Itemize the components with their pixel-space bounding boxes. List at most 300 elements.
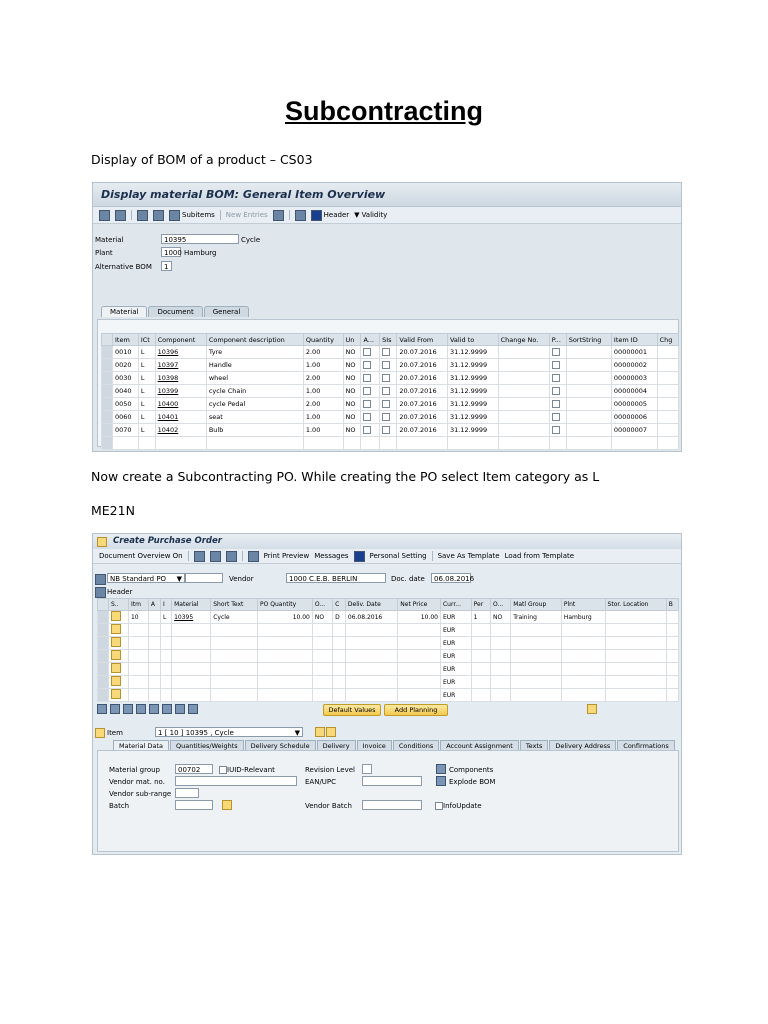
- cell-curr[interactable]: [440, 676, 471, 689]
- cell-empty[interactable]: [398, 676, 441, 689]
- cell-empty[interactable]: [490, 676, 510, 689]
- cell-empty[interactable]: [398, 689, 441, 702]
- check-icon[interactable]: [248, 551, 259, 562]
- cell-empty[interactable]: [561, 650, 605, 663]
- cell-empty[interactable]: [312, 689, 332, 702]
- cell-empty[interactable]: [666, 650, 678, 663]
- checkbox-cell[interactable]: [361, 411, 380, 424]
- tab-invoice[interactable]: Invoice: [357, 740, 392, 751]
- cell-empty[interactable]: [657, 359, 678, 372]
- cell-material[interactable]: [172, 611, 211, 624]
- checkbox[interactable]: [382, 348, 390, 356]
- checkbox-cell[interactable]: [361, 398, 380, 411]
- checkbox[interactable]: [363, 374, 371, 382]
- cell-empty[interactable]: [398, 637, 441, 650]
- cell-curr[interactable]: [440, 624, 471, 637]
- explode-bom-icon[interactable]: [436, 776, 446, 786]
- save-template-button[interactable]: Save As Template: [437, 552, 500, 560]
- cell-short[interactable]: [211, 611, 258, 624]
- cell-from[interactable]: [397, 372, 448, 385]
- cell-un[interactable]: [343, 346, 361, 359]
- cell-qty[interactable]: [303, 398, 343, 411]
- column-header[interactable]: B: [666, 599, 678, 611]
- cell-empty[interactable]: [511, 663, 562, 676]
- cell-empty[interactable]: [657, 385, 678, 398]
- cell-to[interactable]: [447, 385, 498, 398]
- cell-id[interactable]: [611, 385, 657, 398]
- column-header[interactable]: PO Quantity: [258, 599, 313, 611]
- cell-desc[interactable]: [206, 372, 303, 385]
- cell-empty[interactable]: [172, 689, 211, 702]
- table-row[interactable]: [102, 424, 679, 437]
- infoupdate-checkbox[interactable]: [435, 802, 443, 810]
- checkbox[interactable]: [552, 400, 560, 408]
- cell-empty[interactable]: [380, 437, 397, 450]
- cell-empty[interactable]: [148, 611, 160, 624]
- row-selector[interactable]: [98, 637, 109, 650]
- column-header[interactable]: Chg: [657, 334, 678, 346]
- cell-qty[interactable]: [303, 385, 343, 398]
- table-row[interactable]: [102, 359, 679, 372]
- table-row[interactable]: [102, 372, 679, 385]
- cell-empty[interactable]: [398, 663, 441, 676]
- vendor-field[interactable]: 1000 C.E.B. BERLIN: [286, 573, 386, 583]
- table-row[interactable]: [98, 650, 679, 663]
- cell-comp[interactable]: [155, 424, 206, 437]
- material-field[interactable]: 10395: [161, 234, 239, 244]
- checkbox-cell[interactable]: [361, 372, 380, 385]
- checkbox-cell[interactable]: [380, 372, 397, 385]
- alternative-bom-field[interactable]: 1: [161, 261, 172, 271]
- cell-plnt[interactable]: [561, 611, 605, 624]
- cell-empty[interactable]: [211, 689, 258, 702]
- status-cell[interactable]: [109, 637, 129, 650]
- table-row[interactable]: [102, 411, 679, 424]
- cell-empty[interactable]: [148, 637, 160, 650]
- cell-comp[interactable]: [155, 372, 206, 385]
- plant-field[interactable]: 1000: [161, 247, 181, 257]
- cell-empty[interactable]: [211, 663, 258, 676]
- tab-texts[interactable]: Texts: [520, 740, 549, 751]
- cell-empty[interactable]: [312, 650, 332, 663]
- cell-empty[interactable]: [148, 689, 160, 702]
- cell-from[interactable]: [397, 424, 448, 437]
- cell-desc[interactable]: [206, 411, 303, 424]
- cell-empty[interactable]: [490, 689, 510, 702]
- cell-from[interactable]: [397, 346, 448, 359]
- filter-icon[interactable]: [149, 704, 159, 714]
- column-header[interactable]: ICt: [138, 334, 155, 346]
- cell-comp[interactable]: [155, 398, 206, 411]
- cell-ict[interactable]: [138, 346, 155, 359]
- cell-from[interactable]: [397, 411, 448, 424]
- cell-item[interactable]: [113, 346, 139, 359]
- cell-empty[interactable]: [666, 611, 678, 624]
- sum-icon[interactable]: [175, 704, 185, 714]
- cell-curr[interactable]: [440, 650, 471, 663]
- cell-empty[interactable]: [333, 676, 346, 689]
- cell-empty[interactable]: [657, 424, 678, 437]
- cell-curr[interactable]: [440, 689, 471, 702]
- row-selector[interactable]: [98, 650, 109, 663]
- cell-empty[interactable]: [566, 372, 611, 385]
- table-row[interactable]: [102, 346, 679, 359]
- status-cell[interactable]: [109, 676, 129, 689]
- tab-quantities-weights[interactable]: Quantities/Weights: [170, 740, 244, 751]
- column-header[interactable]: A...: [361, 334, 380, 346]
- cell-empty[interactable]: [258, 637, 313, 650]
- cell-empty[interactable]: [490, 624, 510, 637]
- info-icon[interactable]: [354, 551, 365, 562]
- cell-empty[interactable]: [605, 676, 666, 689]
- checkbox-cell[interactable]: [549, 398, 566, 411]
- tab-conditions[interactable]: Conditions: [393, 740, 439, 751]
- table-row[interactable]: [98, 637, 679, 650]
- cell-empty[interactable]: [511, 650, 562, 663]
- cell-empty[interactable]: [113, 437, 139, 450]
- batch-field[interactable]: [175, 800, 213, 810]
- row-selector[interactable]: [102, 346, 113, 359]
- cell-empty[interactable]: [345, 650, 397, 663]
- cell-un[interactable]: [343, 411, 361, 424]
- other-po-icon[interactable]: [210, 551, 221, 562]
- checkbox-cell[interactable]: [549, 372, 566, 385]
- cell-empty[interactable]: [148, 663, 160, 676]
- cell-empty[interactable]: [566, 385, 611, 398]
- cell-empty[interactable]: [498, 359, 549, 372]
- print-preview-button[interactable]: Print Preview: [263, 552, 310, 560]
- cell-empty[interactable]: [161, 637, 172, 650]
- cell-empty[interactable]: [511, 637, 562, 650]
- delete-icon[interactable]: [273, 210, 284, 221]
- components-icon[interactable]: [436, 764, 446, 774]
- cell-empty[interactable]: [549, 437, 566, 450]
- cell-to[interactable]: [447, 372, 498, 385]
- batch-detail-icon[interactable]: [222, 800, 232, 810]
- cell-empty[interactable]: [498, 437, 549, 450]
- cell-empty[interactable]: [498, 398, 549, 411]
- cell-empty[interactable]: [333, 689, 346, 702]
- ean-upc-field[interactable]: [362, 776, 422, 786]
- cell-qty[interactable]: [258, 611, 313, 624]
- checkbox[interactable]: [552, 374, 560, 382]
- cell-empty[interactable]: [397, 437, 448, 450]
- cell-qty[interactable]: [303, 424, 343, 437]
- checkbox-cell[interactable]: [361, 346, 380, 359]
- cell-empty[interactable]: [666, 637, 678, 650]
- cell-empty[interactable]: [471, 676, 490, 689]
- column-header[interactable]: C: [333, 599, 346, 611]
- cell-empty[interactable]: [471, 663, 490, 676]
- checkbox-cell[interactable]: [549, 411, 566, 424]
- cell-id[interactable]: [611, 398, 657, 411]
- cell-empty[interactable]: [258, 650, 313, 663]
- row-selector[interactable]: [98, 676, 109, 689]
- expand-header-icon[interactable]: [95, 587, 106, 598]
- checkbox[interactable]: [382, 387, 390, 395]
- cell-empty[interactable]: [312, 676, 332, 689]
- find-icon[interactable]: [137, 210, 148, 221]
- cell-empty[interactable]: [605, 637, 666, 650]
- cell-empty[interactable]: [312, 624, 332, 637]
- column-header[interactable]: Matl Group: [511, 599, 562, 611]
- cell-empty[interactable]: [211, 676, 258, 689]
- cell-text[interactable]: 10402: [157, 426, 179, 434]
- cell-empty[interactable]: [333, 663, 346, 676]
- cell-empty[interactable]: [471, 689, 490, 702]
- cell-empty[interactable]: [561, 689, 605, 702]
- cell-desc[interactable]: [206, 424, 303, 437]
- cell-empty[interactable]: [148, 650, 160, 663]
- cell-empty[interactable]: [498, 372, 549, 385]
- checkbox-cell[interactable]: [380, 411, 397, 424]
- checkbox-cell[interactable]: [549, 346, 566, 359]
- cell-empty[interactable]: [102, 437, 113, 450]
- cell-empty[interactable]: [666, 676, 678, 689]
- cell-empty[interactable]: [138, 437, 155, 450]
- row-selector[interactable]: [98, 611, 109, 624]
- cell-empty[interactable]: [566, 411, 611, 424]
- cell-empty[interactable]: [211, 624, 258, 637]
- column-header[interactable]: SIs: [380, 334, 397, 346]
- default-values-button[interactable]: Default Values: [323, 704, 381, 716]
- checkbox-cell[interactable]: [380, 346, 397, 359]
- cell-empty[interactable]: [605, 650, 666, 663]
- cell-empty[interactable]: [128, 650, 148, 663]
- cell-empty[interactable]: [345, 637, 397, 650]
- status-cell[interactable]: [109, 650, 129, 663]
- copy-icon[interactable]: [123, 704, 133, 714]
- cell-to[interactable]: [447, 398, 498, 411]
- column-header[interactable]: S..: [109, 599, 129, 611]
- column-header[interactable]: Item: [113, 334, 139, 346]
- cell-desc[interactable]: [206, 385, 303, 398]
- cell-empty[interactable]: [206, 437, 303, 450]
- po-type-select[interactable]: [107, 573, 185, 583]
- vendor-subrange-field[interactable]: [175, 788, 199, 798]
- column-header[interactable]: Quantity: [303, 334, 343, 346]
- cell-i[interactable]: [161, 611, 172, 624]
- column-header[interactable]: Change No.: [498, 334, 549, 346]
- cell-empty[interactable]: [511, 676, 562, 689]
- cell-text[interactable]: 10396: [157, 348, 179, 356]
- checkbox[interactable]: [552, 426, 560, 434]
- cell-empty[interactable]: [605, 689, 666, 702]
- cell-empty[interactable]: [303, 437, 343, 450]
- column-header[interactable]: Valid to: [447, 334, 498, 346]
- cell-itm[interactable]: [128, 611, 148, 624]
- cell-un[interactable]: [343, 359, 361, 372]
- cell-empty[interactable]: [172, 624, 211, 637]
- cell-text[interactable]: 10398: [157, 374, 179, 382]
- tab-delivery-address[interactable]: Delivery Address: [549, 740, 616, 751]
- collapse-items-icon[interactable]: [587, 704, 597, 714]
- cell-empty[interactable]: [566, 398, 611, 411]
- cell-empty[interactable]: [666, 689, 678, 702]
- cell-ict[interactable]: [138, 424, 155, 437]
- column-header[interactable]: Item ID: [611, 334, 657, 346]
- settings-icon[interactable]: [295, 210, 306, 221]
- checkbox[interactable]: [552, 348, 560, 356]
- iuid-checkbox[interactable]: [219, 766, 227, 774]
- cell-empty[interactable]: [566, 346, 611, 359]
- cell-qty[interactable]: [303, 346, 343, 359]
- cell-item[interactable]: [113, 372, 139, 385]
- cell-matl[interactable]: [511, 611, 562, 624]
- material-group-field[interactable]: 00702: [175, 764, 213, 774]
- row-selector[interactable]: [102, 411, 113, 424]
- column-header[interactable]: Material: [172, 599, 211, 611]
- row-selector[interactable]: [98, 689, 109, 702]
- row-selector[interactable]: [98, 663, 109, 676]
- cell-empty[interactable]: [561, 624, 605, 637]
- cell-ict[interactable]: [138, 359, 155, 372]
- checkbox[interactable]: [382, 400, 390, 408]
- cell-empty[interactable]: [258, 689, 313, 702]
- cell-empty[interactable]: [161, 624, 172, 637]
- cell-comp[interactable]: [155, 359, 206, 372]
- cell-empty[interactable]: [657, 437, 678, 450]
- item-select[interactable]: [155, 727, 303, 737]
- cell-to[interactable]: [447, 346, 498, 359]
- new-entries-button[interactable]: New Entries: [225, 211, 268, 219]
- table-row[interactable]: [98, 611, 679, 624]
- cell-empty[interactable]: [398, 624, 441, 637]
- messages-button[interactable]: Messages: [314, 552, 349, 560]
- column-header[interactable]: Deliv. Date: [345, 599, 397, 611]
- vendor-mat-field[interactable]: [175, 776, 297, 786]
- cell-price[interactable]: [398, 611, 441, 624]
- row-selector-header[interactable]: [102, 334, 113, 346]
- cell-un[interactable]: [343, 372, 361, 385]
- next-item-button[interactable]: [326, 727, 336, 737]
- cell-desc[interactable]: [206, 398, 303, 411]
- checkbox[interactable]: [382, 361, 390, 369]
- cell-empty[interactable]: [172, 650, 211, 663]
- row-selector[interactable]: [102, 372, 113, 385]
- cell-empty[interactable]: [611, 437, 657, 450]
- cell-empty[interactable]: [657, 398, 678, 411]
- cell-id[interactable]: [611, 372, 657, 385]
- status-cell[interactable]: [109, 611, 129, 624]
- cell-empty[interactable]: [498, 346, 549, 359]
- save-icon[interactable]: [99, 210, 110, 221]
- validity-button[interactable]: [354, 211, 387, 219]
- cell-empty[interactable]: [605, 663, 666, 676]
- tab-delivery[interactable]: Delivery: [317, 740, 356, 751]
- tab-account-assignment[interactable]: Account Assignment: [440, 740, 519, 751]
- print-icon[interactable]: [115, 210, 126, 221]
- cell-date[interactable]: [345, 611, 397, 624]
- cell-empty[interactable]: [561, 676, 605, 689]
- cell-empty[interactable]: [471, 637, 490, 650]
- cell-from[interactable]: [397, 385, 448, 398]
- cell-to[interactable]: [447, 411, 498, 424]
- column-header[interactable]: Itm: [128, 599, 148, 611]
- tab-general[interactable]: General: [204, 306, 250, 317]
- cell-empty[interactable]: [128, 624, 148, 637]
- column-header[interactable]: Plnt: [561, 599, 605, 611]
- sort-icon[interactable]: [162, 704, 172, 714]
- cell-empty[interactable]: [490, 663, 510, 676]
- cell-from[interactable]: [397, 398, 448, 411]
- column-header[interactable]: Valid From: [397, 334, 448, 346]
- status-cell[interactable]: [109, 663, 129, 676]
- column-header[interactable]: Short Text: [211, 599, 258, 611]
- checkbox-cell[interactable]: [549, 359, 566, 372]
- cell-ict[interactable]: [138, 398, 155, 411]
- checkbox[interactable]: [552, 387, 560, 395]
- cell-empty[interactable]: [666, 663, 678, 676]
- checkbox[interactable]: [552, 413, 560, 421]
- cell-empty[interactable]: [561, 663, 605, 676]
- tab-delivery-schedule[interactable]: Delivery Schedule: [245, 740, 316, 751]
- cell-qty[interactable]: [303, 372, 343, 385]
- vendor-batch-field[interactable]: [362, 800, 422, 810]
- cell-un[interactable]: [343, 385, 361, 398]
- cell-empty[interactable]: [172, 637, 211, 650]
- cell-empty[interactable]: [172, 663, 211, 676]
- cell-empty[interactable]: [498, 411, 549, 424]
- cell-o[interactable]: [490, 611, 510, 624]
- cell-empty[interactable]: [258, 663, 313, 676]
- cell-empty[interactable]: [471, 650, 490, 663]
- column-header[interactable]: I: [161, 599, 172, 611]
- column-header[interactable]: Per: [471, 599, 490, 611]
- cell-item[interactable]: [113, 385, 139, 398]
- cell-ou[interactable]: [312, 611, 332, 624]
- cell-empty[interactable]: [155, 437, 206, 450]
- status-cell[interactable]: [109, 624, 129, 637]
- cell-text[interactable]: 10397: [157, 361, 179, 369]
- table-row[interactable]: [102, 385, 679, 398]
- cell-empty[interactable]: [345, 689, 397, 702]
- cell-empty[interactable]: [511, 624, 562, 637]
- checkbox[interactable]: [382, 426, 390, 434]
- cell-item[interactable]: [113, 398, 139, 411]
- cell-un[interactable]: [343, 424, 361, 437]
- checkbox[interactable]: [363, 413, 371, 421]
- checkbox-cell[interactable]: [380, 359, 397, 372]
- cell-empty[interactable]: [566, 437, 611, 450]
- cell-empty[interactable]: [498, 424, 549, 437]
- cell-empty[interactable]: [657, 346, 678, 359]
- load-template-button[interactable]: Load from Template: [504, 552, 575, 560]
- column-header[interactable]: Curr...: [440, 599, 471, 611]
- cell-curr[interactable]: [440, 637, 471, 650]
- checkbox-cell[interactable]: [361, 359, 380, 372]
- checkbox[interactable]: [363, 361, 371, 369]
- cell-empty[interactable]: [666, 624, 678, 637]
- create-icon[interactable]: [194, 551, 205, 562]
- cell-empty[interactable]: [128, 663, 148, 676]
- cell-empty[interactable]: [211, 637, 258, 650]
- column-header[interactable]: Component description: [206, 334, 303, 346]
- cell-empty[interactable]: [161, 676, 172, 689]
- cell-empty[interactable]: [345, 663, 397, 676]
- tab-confirmations[interactable]: Confirmations: [617, 740, 674, 751]
- cell-to[interactable]: [447, 424, 498, 437]
- table-row[interactable]: [98, 676, 679, 689]
- column-header[interactable]: Stor. Location: [605, 599, 666, 611]
- cell-text[interactable]: 10400: [157, 400, 179, 408]
- cell-desc[interactable]: [206, 359, 303, 372]
- table-row[interactable]: [98, 624, 679, 637]
- cell-empty[interactable]: [498, 385, 549, 398]
- checkbox[interactable]: [382, 374, 390, 382]
- cell-empty[interactable]: [345, 676, 397, 689]
- add-planning-button[interactable]: Add Planning: [384, 704, 448, 716]
